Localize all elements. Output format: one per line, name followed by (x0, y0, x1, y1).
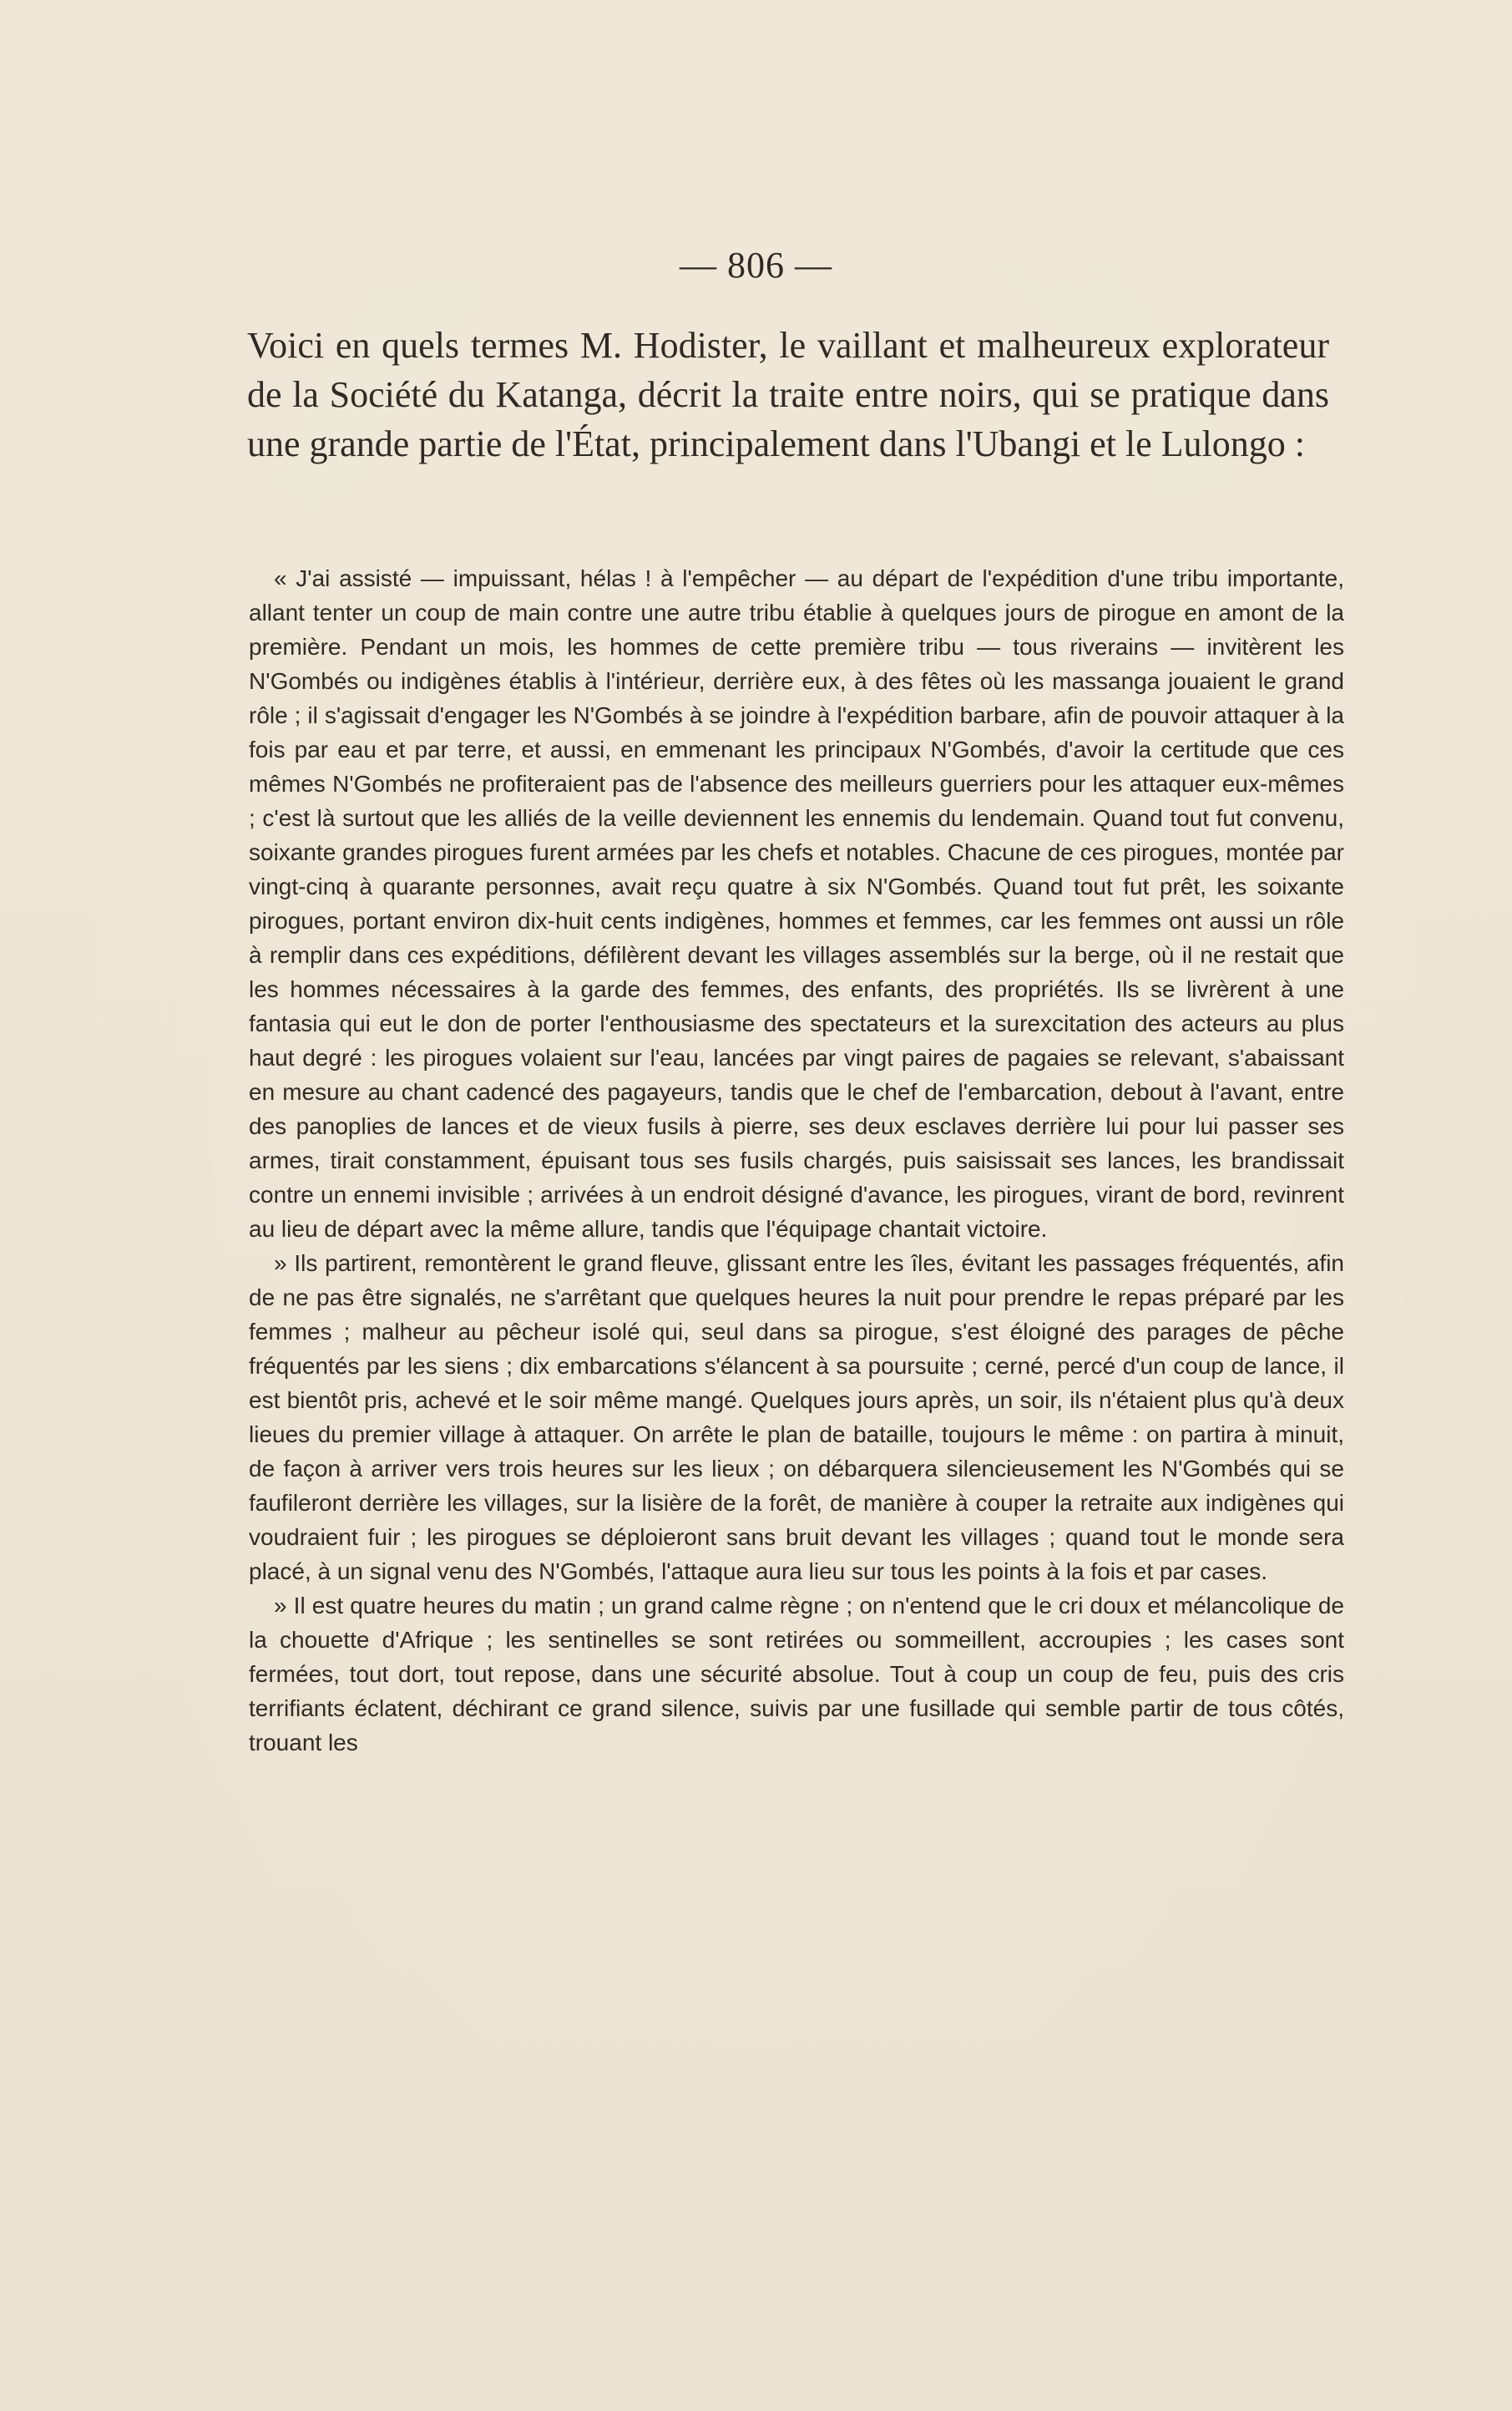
page-number: — 806 — (680, 245, 832, 286)
quote-paragraph-1: « J'ai assisté — impuissant, hélas ! à l'empêcher — au départ de l'expédition d'une tribu importante, allant tenter un coup de main contre une autre tribu établie à quelques jours de pirogue en amont de la première. Pendant un mois, les hommes de cette première tribu — tous riverains — invitèrent les N'Gombés ou indigènes établis à l'intérieur, derrière eux, à des fêtes où les massanga jouaient le grand rôle ; il s'agissait d'engager les N'Gombés à se joindre à l'expédition barbare, afin de pouvoir attaquer à la fois par eau et par terre, et aussi, en emmenant les principaux N'Gombés, d'avoir la certitude que ces mêmes N'Gombés ne profiteraient pas de l'absence des meilleurs guerriers pour les attaquer eux-mêmes ; c'est là surtout que les alliés de la veille deviennent les ennemis du lendemain. Quand tout fut convenu, soixante grandes pirogues furent armées par les chefs et notables. Chacune de ces pirogues, montée par vingt-cinq à quarante personnes, avait reçu quatre à six N'Gombés. Quand tout fut prêt, les soixante pirogues, portant environ dix-huit cents indigènes, hommes et femmes, car les femmes ont aussi un rôle à remplir dans ces expéditions, défilèrent devant les villages assemblés sur la berge, où il ne restait que les hommes nécessaires à la garde des femmes, des enfants, des propriétés. Ils se livrèrent à une fantasia qui eut le don de porter l'enthousiasme des spectateurs et la surexcitation des acteurs au plus haut degré : les pirogues volaient sur l'eau, lancées par vingt paires de pagaies se relevant, s'abaissant en mesure au chant cadencé des pagayeurs, tandis que le chef de l'embarcation, debout à l'avant, entre des panoplies de lances et de vieux fusils à pierre, ses deux esclaves derrière lui pour lui passer ses armes, tirait constamment, épuisant tous ses fusils chargés, puis saisissait ses lances, les brandissait contre un ennemi invisible ; arrivées à un endroit désigné d'avance, les pirogues, virant de bord, revinrent au lieu de départ avec la même allure, tandis que l'équipage chantait victoire. (249, 565, 1344, 1242)
quoted-text (249, 561, 1344, 1760)
quote-paragraph-2: » Ils partirent, remontèrent le grand fleuve, glissant entre les îles, évitant les passages fréquentés, afin de ne pas être signalés, ne s'arrêtant que quelques heures la nuit pour prendre le repas préparé par les femmes ; malheur au pêcheur isolé qui, seul dans sa pirogue, s'est éloigné des parages de pêche fréquentés par les siens ; dix embarcations s'élancent à sa poursuite ; cerné, percé d'un coup de lance, il est bientôt pris, achevé et le soir même mangé. Quelques jours après, un soir, ils n'étaient plus qu'à deux lieues du premier village à attaquer. On arrête le plan de bataille, toujours le même : on partira à minuit, de façon à arriver vers trois heures sur les lieux ; on débarquera silencieusement les N'Gombés qui se faufileront derrière les villages, sur la lisière de la forêt, de manière à couper la retraite aux indigènes qui voudraient fuir ; les pirogues se déploieront sans bruit devant les villages ; quand tout le monde sera placé, à un signal venu des N'Gombés, l'attaque aura lieu sur tous les points à la fois et par cases. (249, 1250, 1344, 1584)
quote-paragraph-3: » Il est quatre heures du matin ; un grand calme règne ; on n'entend que le cri doux et mélancolique de la chouette d'Afrique ; les sentinelles se sont retirées ou sommeillent, accroupies ; les cases sont fermées, tout dort, tout repose, dans une sécurité absolue. Tout à coup un coup de feu, puis des cris terrifiants éclatent, déchirant ce grand silence, suivis par une fusillade qui semble partir de tous côtés, trouant les (249, 1593, 1344, 1755)
intro-paragraph: Voici en quels termes M. Hodister, le vaillant et malheureux explorateur de la Société du Katanga, décrit la traite entre noirs, qui se pratique dans une grande partie de l'État, principalement dans l'Ubangi et le Lulongo : (247, 325, 1329, 464)
